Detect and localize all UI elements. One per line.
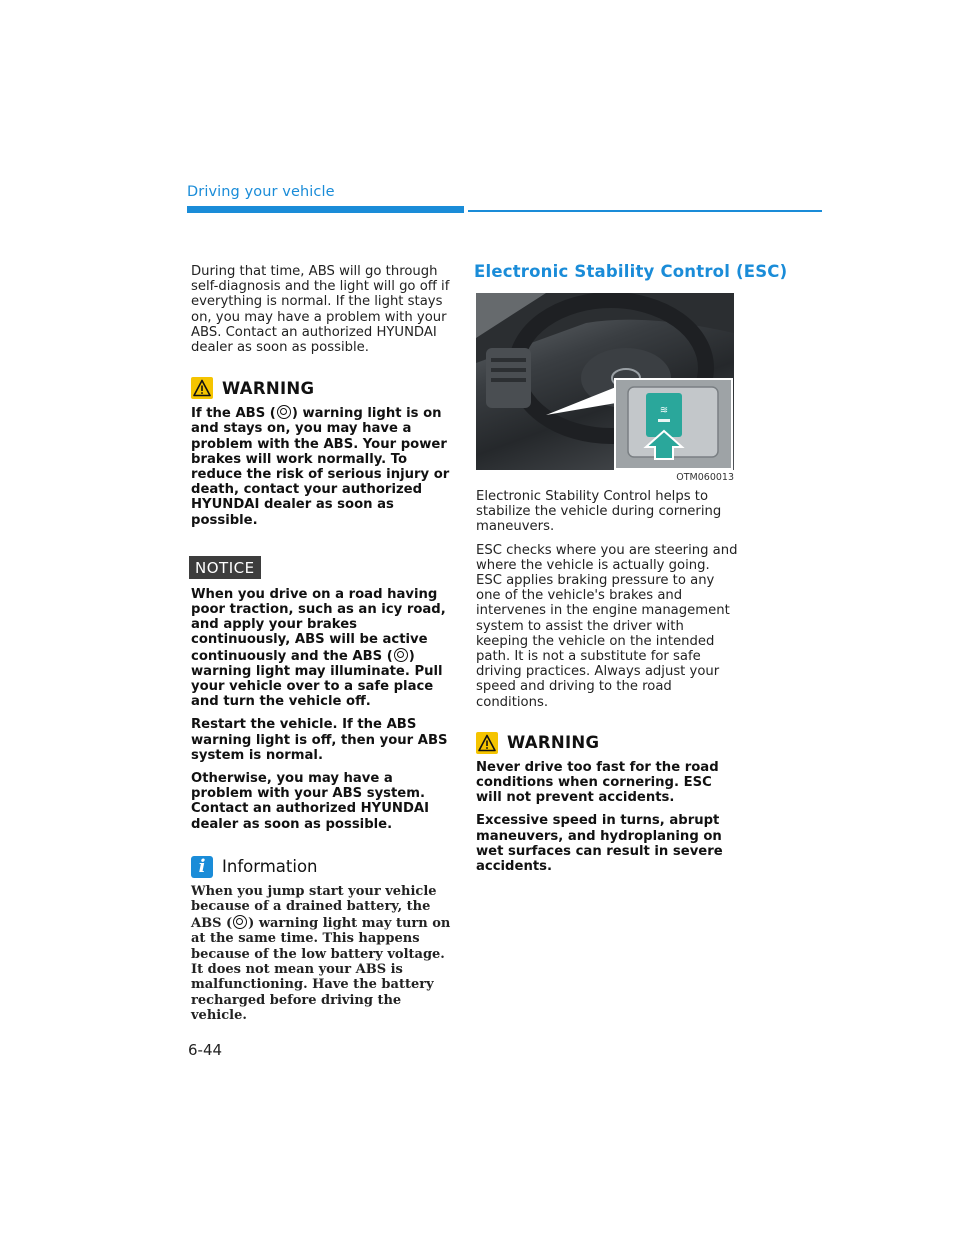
dashboard-illustration — [476, 293, 734, 470]
image-caption: OTM060013 — [676, 472, 734, 483]
esc-warning-heading — [476, 732, 738, 754]
info-icon: i — [191, 856, 213, 878]
abs-warning-icon — [394, 648, 408, 662]
svg-text:≋: ≋ — [659, 405, 669, 416]
esc-paragraph-2: ESC checks where you are steering and where the vehicle is actually going. ESC applies braking pressure to any one of the vehicle's brakes and intervenes in the engine management system to assist the driver with keeping the vehicle on the intended path. It is not a substitute for safe driving practices. Always adjust your speed and driving to the road conditions. — [476, 542, 738, 710]
information-text: When you jump start your vehicle because of a drained battery, the ABS ( ) warning light may turn on at the same time. This happens because of the low battery voltage. It does not mean your ABS is malfunctioning. Have the battery recharged before driving the vehicle. — [191, 883, 451, 1024]
header-rule — [468, 210, 822, 212]
right-column — [474, 262, 788, 882]
abs-warning-icon — [277, 405, 291, 419]
header-accent-bar — [187, 206, 464, 213]
header-section-title: Driving your vehicle — [187, 184, 335, 200]
abs-intro-paragraph: During that time, ABS will go through self-diagnosis and the light will go off if everything is normal. If the light stays on, you may have a problem with your ABS. Contact an authorized HYUNDAI dealer as soon as possible. — [191, 264, 450, 356]
esc-button-photo — [476, 293, 734, 470]
esc-section-title: Electronic Stability Control (ESC) — [474, 262, 788, 281]
esc-paragraph-1: Electronic Stability Control helps to stabilize the vehicle during cornering maneuvers. — [476, 489, 722, 535]
information-label: Information — [222, 857, 318, 877]
warning-heading — [191, 377, 453, 399]
notice-paragraph-1: When you drive on a road having poor traction, such as an icy road, and apply your brakes continuously, ABS will be active continuously and the ABS ( ) warning light may illuminate. Pull your vehicle over to a safe place and turn the vehicle off. — [191, 586, 446, 710]
page-number: 6-44 — [188, 1041, 223, 1059]
abs-warning-text: If the ABS ( ) warning light is on and stays on, you may have a problem with the ABS. Your power brakes will work normally. To reduce the risk of serious injury or death, contact your authorized HYUNDAI dealer as soon as possible. — [191, 406, 450, 528]
notice-badge: NOTICE — [189, 556, 261, 579]
notice-paragraph-2: Restart the vehicle. If the ABS warning light is off, then your ABS system is normal. — [191, 717, 448, 763]
warning-triangle-icon — [191, 377, 213, 399]
warning-triangle-icon — [476, 732, 498, 754]
esc-warning-label: WARNING — [507, 733, 600, 753]
information-heading — [191, 856, 453, 878]
esc-warning-paragraph-2: Excessive speed in turns, abrupt maneuvers, and hydroplaning on wet surfaces can result in severe accidents. — [476, 813, 723, 875]
left-column — [191, 264, 453, 1024]
abs-warning-icon — [233, 915, 247, 929]
esc-warning-paragraph-1: Never drive too fast for the road conditions when cornering. ESC will not prevent accidents. — [476, 759, 719, 806]
warning-label: WARNING — [222, 378, 315, 398]
notice-paragraph-3: Otherwise, you may have a problem with your ABS system. Contact an authorized HYUNDAI dealer as soon as possible. — [191, 771, 430, 832]
